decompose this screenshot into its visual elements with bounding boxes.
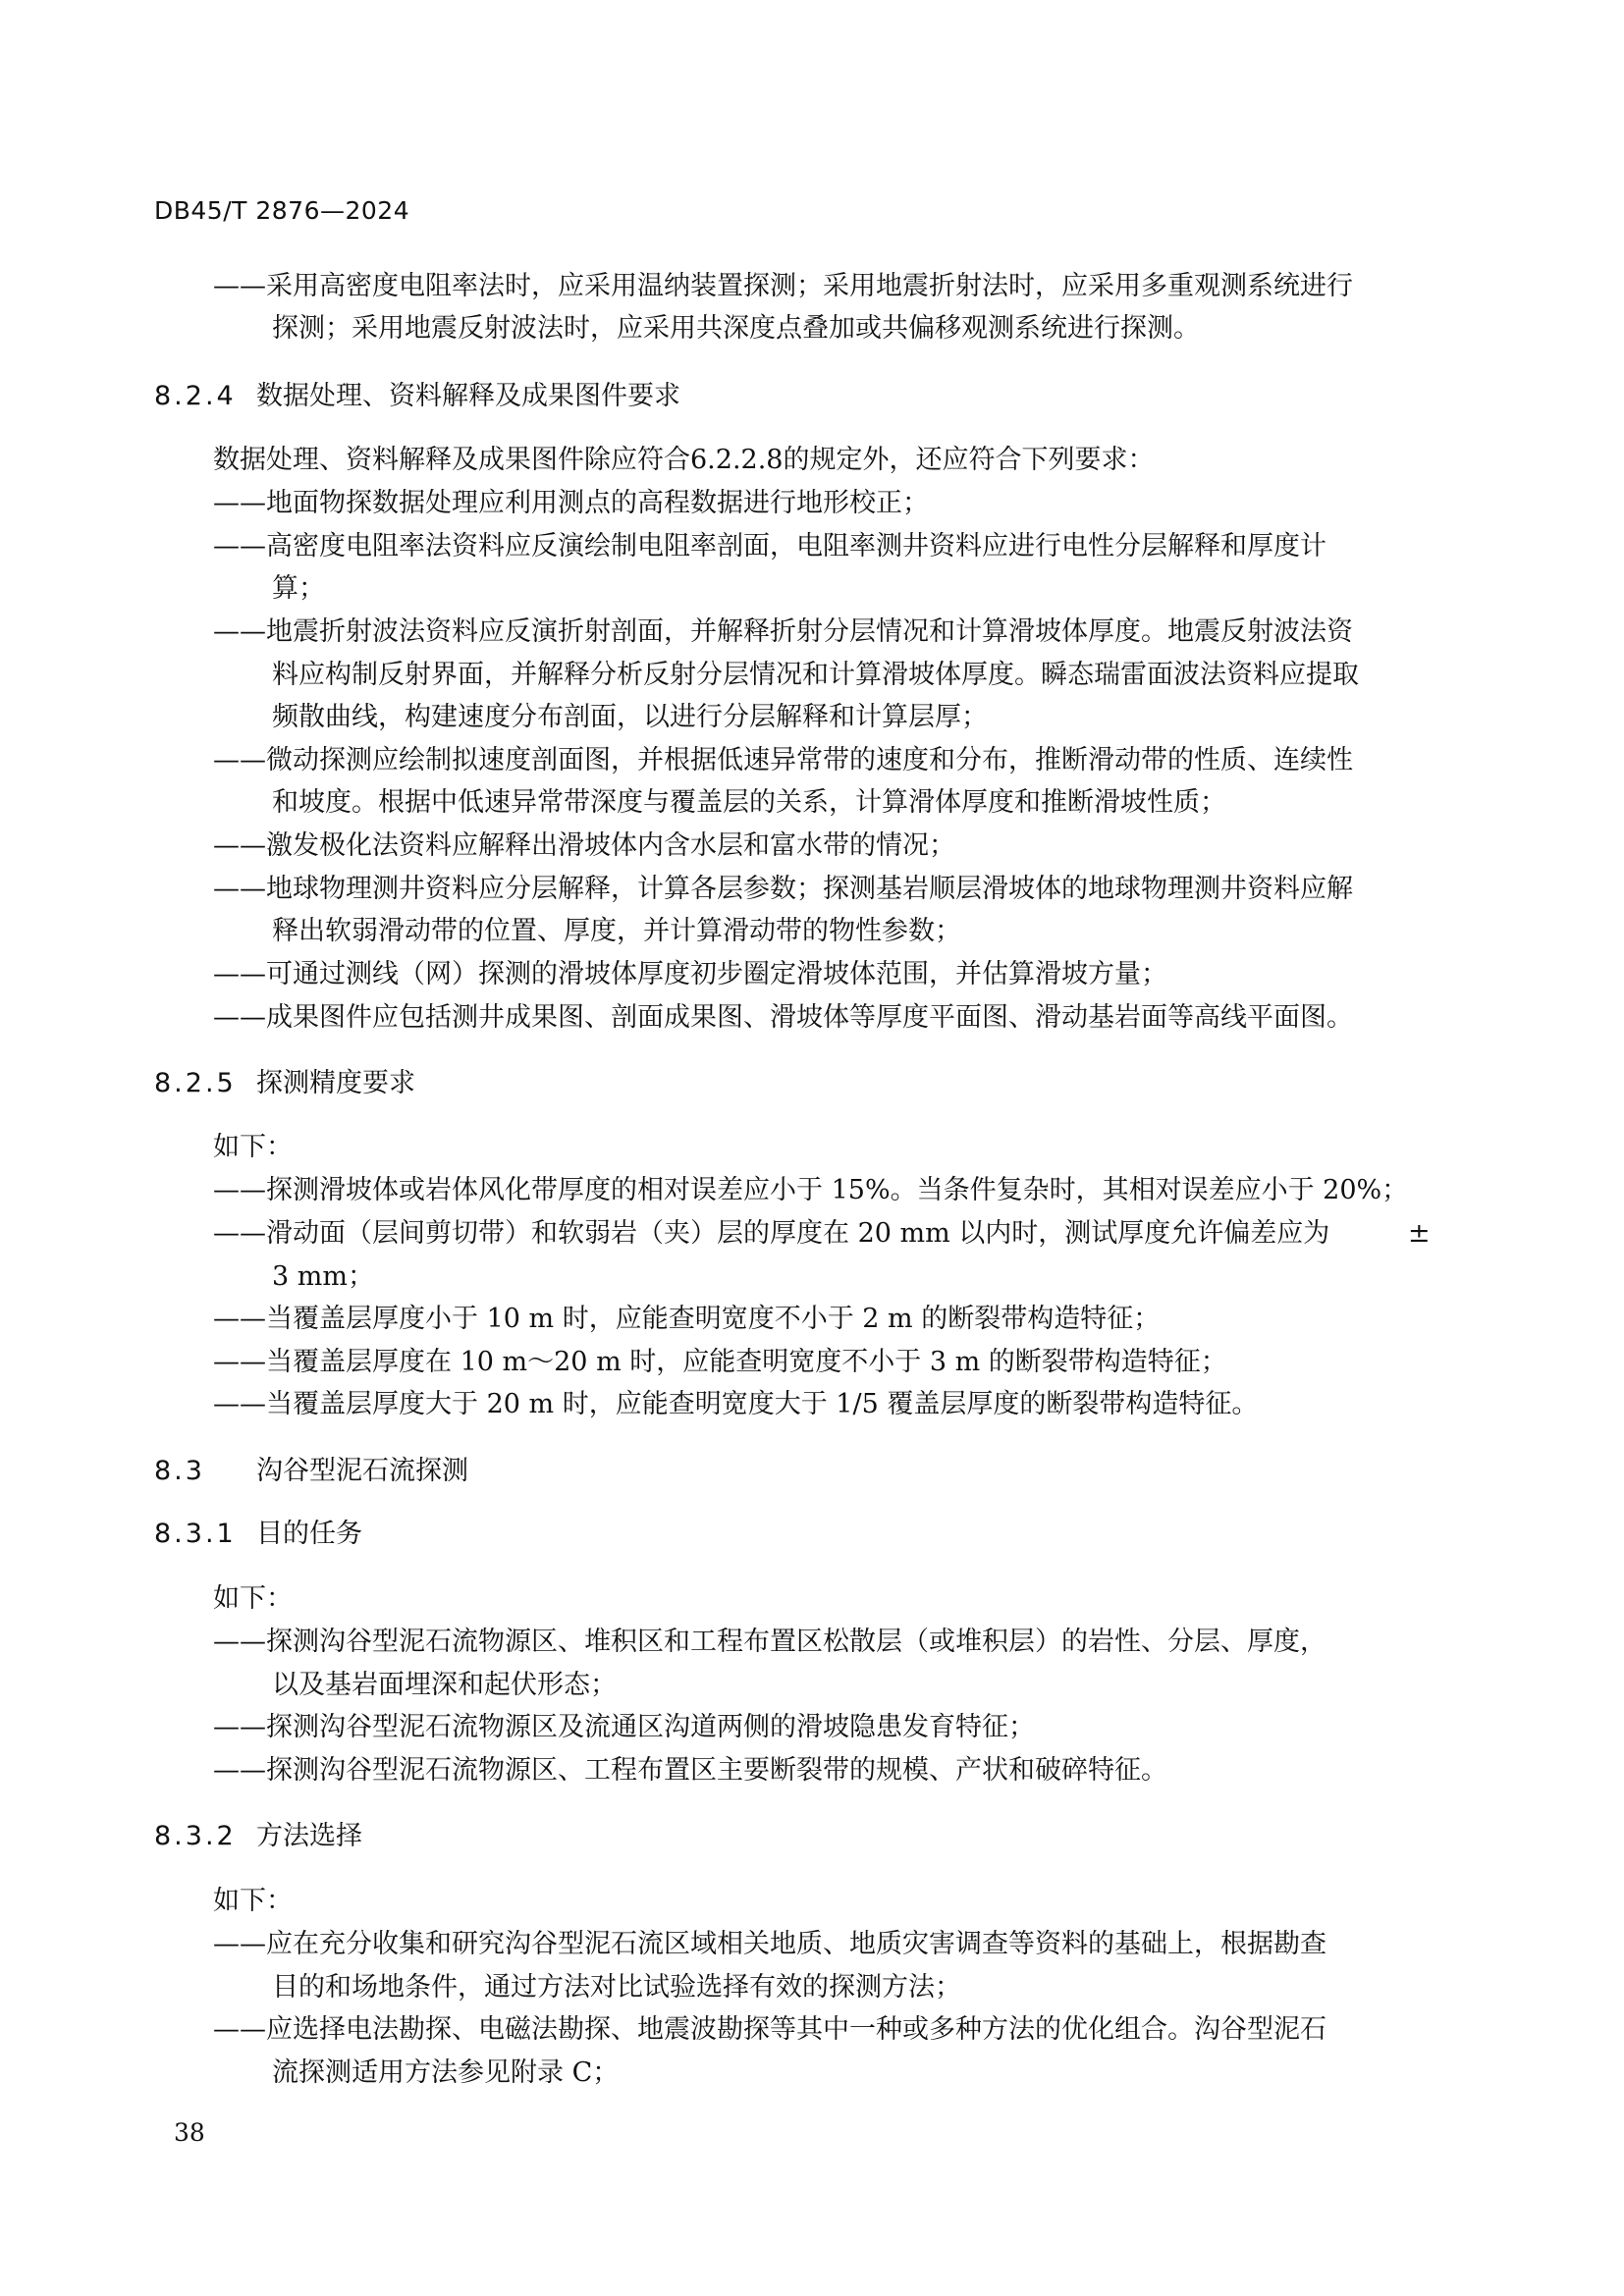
list-item: ——应选择电法勘探、电磁法勘探、地震波勘探等其中一种或多种方法的优化组合。沟谷型泥石 xyxy=(213,2014,1326,2045)
list-item-continuation: 探测；采用地震反射波法时，应采用共深度点叠加或共偏移观测系统进行探测。 xyxy=(272,313,1200,344)
section-title: 目的任务 xyxy=(256,1519,362,1549)
list-item: ——探测滑坡体或岩体风化带厚度的相对误差应小于 15%。当条件复杂时，其相对误差应小于 20%； xyxy=(213,1175,1409,1205)
document-code-header: DB45/T 2876—2024 xyxy=(154,196,410,225)
list-item: ——地面物探数据处理应利用测点的高程数据进行地形校正； xyxy=(213,488,929,518)
paragraph-intro: 数据处理、资料解释及成果图件除应符合6.2.2.8的规定外，还应符合下列要求： xyxy=(213,445,1155,475)
list-item-continuation: 频散曲线，构建速度分布剖面，以进行分层解释和计算层厚； xyxy=(272,702,988,732)
section-title: 数据处理、资料解释及成果图件要求 xyxy=(256,381,680,411)
section-title: 探测精度要求 xyxy=(256,1068,415,1098)
section-number: 8.2.4 xyxy=(154,381,237,411)
list-item: ——微动探测应绘制拟速度剖面图，并根据低速异常带的速度和分布，推断滑动带的性质、连续性 xyxy=(213,745,1353,775)
list-item: ——激发极化法资料应解释出滑坡体内含水层和富水带的情况； xyxy=(213,830,955,861)
list-item: ——地震折射波法资料应反演折射剖面，并解释折射分层情况和计算滑坡体厚度。地震反射波法资 xyxy=(213,616,1353,647)
list-item: ——地球物理测井资料应分层解释，计算各层参数；探测基岩顺层滑坡体的地球物理测井资料应解 xyxy=(213,874,1353,904)
section-number: 8.3.2 xyxy=(154,1821,237,1851)
section-number: 8.3.1 xyxy=(154,1519,237,1549)
section-heading-8-2-4 xyxy=(154,380,680,413)
list-item: ——滑动面（层间剪切带）和软弱岩（夹）层的厚度在 20 mm 以内时，测试厚度允许偏差应为 xyxy=(213,1218,1330,1249)
list-item-continuation: 和坡度。根据中低速异常带深度与覆盖层的关系，计算滑体厚度和推断滑坡性质； xyxy=(272,787,1226,818)
section-heading-8-2-5 xyxy=(154,1067,415,1100)
list-item-continuation: 料应构制反射界面，并解释分析反射分层情况和计算滑坡体厚度。瞬态瑞雷面波法资料应提取 xyxy=(272,660,1359,690)
list-item: ——探测沟谷型泥石流物源区、工程布置区主要断裂带的规模、产状和破碎特征。 xyxy=(213,1755,1167,1786)
list-item: ——探测沟谷型泥石流物源区、堆积区和工程布置区松散层（或堆积层）的岩性、分层、厚度， xyxy=(213,1627,1326,1657)
list-item-continuation: 算； xyxy=(272,573,325,604)
list-item: ——当覆盖层厚度大于 20 m 时，应能查明宽度大于 1/5 覆盖层厚度的断裂带构造特征。 xyxy=(213,1389,1259,1419)
list-item-continuation: 目的和场地条件，通过方法对比试验选择有效的探测方法； xyxy=(272,1972,961,2002)
list-item: ——采用高密度电阻率法时，应采用温纳装置探测；采用地震折射法时，应采用多重观测系统进行 xyxy=(213,271,1353,301)
paragraph-intro: 如下： xyxy=(213,1132,293,1162)
list-item: ——高密度电阻率法资料应反演绘制电阻率剖面，电阻率测井资料应进行电性分层解释和厚度计 xyxy=(213,531,1326,561)
list-item-continuation: 以及基岩面埋深和起伏形态； xyxy=(272,1670,617,1700)
list-item: ——可通过测线（网）探测的滑坡体厚度初步圈定滑坡体范围，并估算滑坡方量； xyxy=(213,959,1167,989)
paragraph-intro: 如下： xyxy=(213,1583,293,1614)
section-number: 8.2.5 xyxy=(154,1068,237,1098)
list-item: ——探测沟谷型泥石流物源区及流通区沟道两侧的滑坡隐患发育特征； xyxy=(213,1712,1035,1742)
paragraph-intro: 如下： xyxy=(213,1886,293,1916)
list-item-continuation: 3 mm； xyxy=(272,1261,374,1292)
list-item: ——当覆盖层厚度在 10 m～20 m 时，应能查明宽度不小于 3 m 的断裂带构造特征； xyxy=(213,1347,1227,1377)
list-item: ——应在充分收集和研究沟谷型泥石流区域相关地质、地质灾害调查等资料的基础上，根据勘查 xyxy=(213,1929,1326,1959)
list-item-continuation: 释出软弱滑动带的位置、厚度，并计算滑动带的物性参数； xyxy=(272,916,961,946)
section-title: 沟谷型泥石流探测 xyxy=(256,1456,468,1486)
section-heading-8-3-2 xyxy=(154,1820,362,1853)
list-item: ——成果图件应包括测井成果图、剖面成果图、滑坡体等厚度平面图、滑动基岩面等高线平面图。 xyxy=(213,1002,1353,1033)
list-item-continuation: 流探测适用方法参见附录 C； xyxy=(272,2057,620,2088)
section-number: 8.3 xyxy=(154,1456,205,1486)
list-item: ——当覆盖层厚度小于 10 m 时，应能查明宽度不小于 2 m 的断裂带构造特征； xyxy=(213,1304,1161,1334)
section-title: 方法选择 xyxy=(256,1821,362,1851)
page-number: 38 xyxy=(174,2118,205,2147)
section-heading-8-3-1 xyxy=(154,1518,362,1551)
plus-minus-sign: ± xyxy=(1408,1218,1431,1249)
section-heading-8-3 xyxy=(154,1455,468,1488)
